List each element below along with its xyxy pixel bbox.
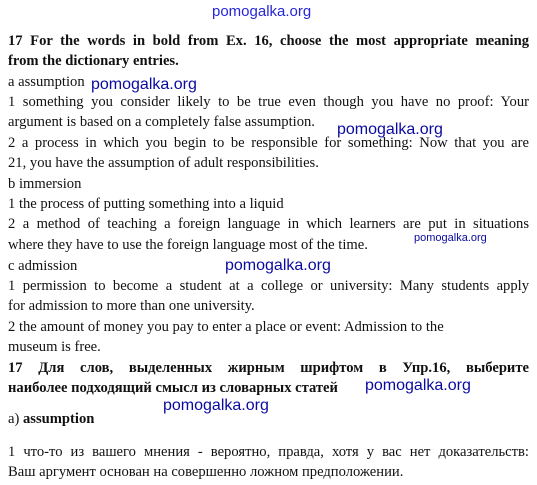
entry-headword-bold: assumption <box>23 411 95 427</box>
entry-sense-cont: for admission to more than one university. <box>8 298 255 314</box>
entry-sense-cont: 21, you have the assumption of adult responsibilities. <box>8 155 319 171</box>
entry-sense-cont: argument is based on a completely false assumption. <box>8 114 315 130</box>
watermark-top: pomogalka.org <box>212 3 312 20</box>
entry-headword: a assumption <box>8 74 85 90</box>
entry-sense: 2 a method of teaching a foreign language in which learners are put in situations <box>8 216 529 232</box>
watermark: pomogalka.org <box>225 257 331 274</box>
watermark: pomogalka.org <box>91 76 197 93</box>
entry-sense-ru-cont: Ваш аргумент основан на совершенно ложном предположении. <box>8 464 404 480</box>
watermark-small: pomogalka.org <box>414 232 487 244</box>
entry-headword: b immersion <box>8 176 82 192</box>
watermark: pomogalka.org <box>365 377 471 394</box>
entry-sense: 2 a process in which you begin to be responsible for something: Now that you are <box>8 135 529 151</box>
entry-sense-cont: where they have to use the foreign language most of the time. <box>8 237 368 253</box>
entry-sense-cont: museum is free. <box>8 339 101 355</box>
task-heading-en-cont: from the dictionary entries. <box>8 53 179 69</box>
watermark: pomogalka.org <box>163 397 269 414</box>
task-heading-en: 17 For the words in bold from Ex. 16, choose the most appropriate meaning <box>8 33 529 49</box>
entry-sense: 1 the process of putting something into a liquid <box>8 196 284 212</box>
entry-prefix: а) <box>8 411 23 427</box>
entry-sense: 1 permission to become a student at a college or university: Many students apply <box>8 278 529 294</box>
entry-headword-ru <box>8 409 94 429</box>
watermark: pomogalka.org <box>337 121 443 138</box>
task-heading-ru: 17 Для слов, выделенных жирным шрифтом в Упр.16, выберите <box>8 360 529 376</box>
task-heading-ru-cont: наиболее подходящий смысл из словарных статей <box>8 380 338 396</box>
entry-headword: c admission <box>8 258 78 274</box>
entry-sense-ru: 1 что-то из вашего мнения - вероятно, правда, хотя у вас нет доказательств: <box>8 444 529 460</box>
entry-sense: 2 the amount of money you pay to enter a place or event: Admission to the <box>8 319 444 335</box>
entry-sense: 1 something you consider likely to be true even though you have no proof: Your <box>8 94 529 110</box>
